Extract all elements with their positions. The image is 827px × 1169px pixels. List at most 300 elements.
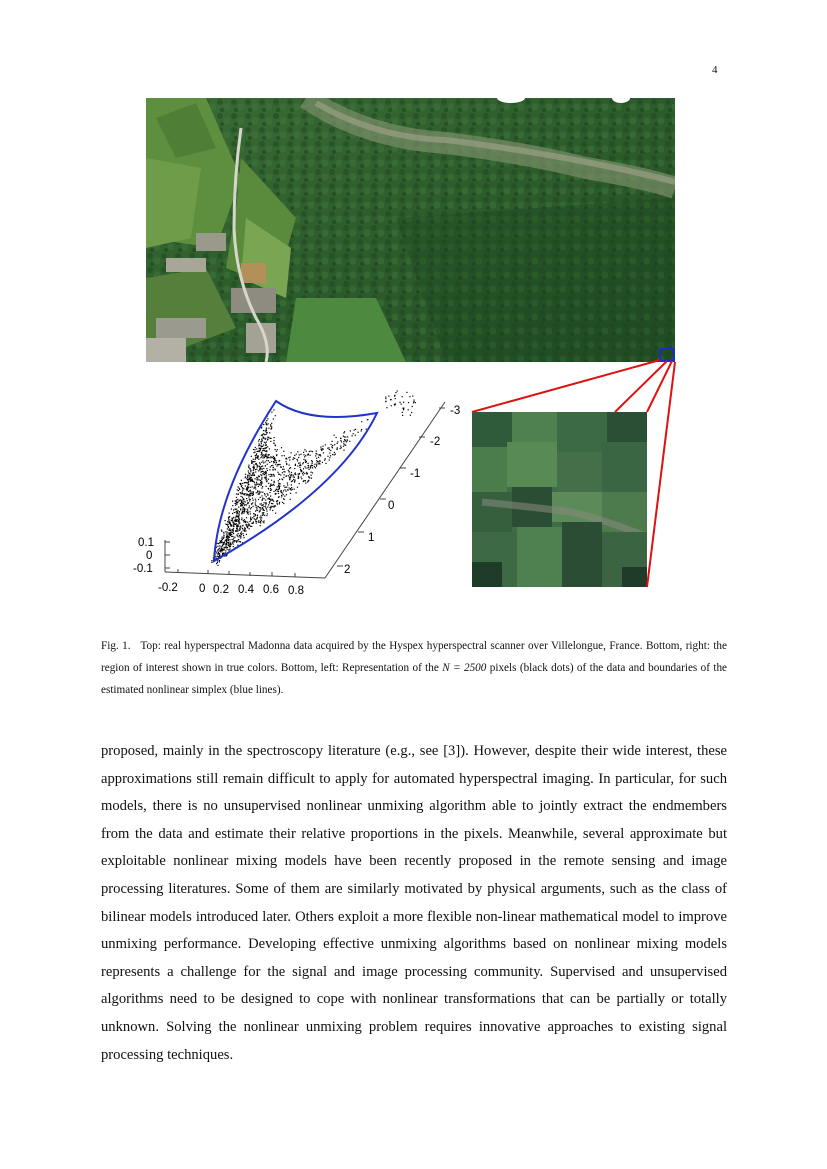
data-point: [244, 501, 245, 502]
data-point: [241, 513, 242, 514]
data-point: [219, 560, 220, 561]
data-point: [289, 487, 290, 488]
data-point: [256, 507, 257, 508]
data-point: [408, 409, 409, 410]
data-point: [281, 447, 282, 448]
data-point: [254, 518, 255, 519]
data-point: [266, 423, 267, 424]
data-point: [266, 509, 267, 510]
data-point: [268, 454, 269, 455]
data-point: [248, 525, 249, 526]
data-point: [315, 455, 316, 456]
data-point: [238, 507, 239, 508]
data-point: [266, 429, 267, 430]
data-point: [391, 399, 392, 400]
data-point: [251, 477, 252, 478]
data-point: [241, 480, 242, 481]
data-point: [297, 451, 298, 452]
data-point: [231, 508, 232, 509]
data-point: [301, 471, 302, 472]
data-point: [227, 528, 228, 529]
data-point: [237, 489, 238, 490]
data-point: [217, 550, 218, 551]
data-point: [217, 565, 218, 566]
data-point: [256, 523, 257, 524]
data-point: [268, 423, 269, 424]
data-point: [395, 403, 396, 404]
bottom-tick-4: 0.6: [263, 584, 279, 596]
data-point: [306, 451, 307, 452]
data-point: [262, 455, 263, 456]
data-point: [222, 545, 223, 546]
data-point: [260, 515, 261, 516]
data-point: [275, 490, 276, 491]
data-point: [343, 432, 344, 433]
data-point: [242, 490, 243, 491]
data-point: [288, 470, 289, 471]
data-point: [277, 449, 278, 450]
data-point: [334, 454, 335, 455]
data-point: [274, 505, 275, 506]
data-point: [243, 488, 244, 489]
data-point: [305, 460, 306, 461]
data-point: [385, 398, 386, 399]
data-point: [233, 546, 234, 547]
data-point: [312, 467, 313, 468]
aerial-hyperspectral-image: [146, 98, 675, 362]
data-point: [258, 520, 259, 521]
data-point: [263, 504, 264, 505]
data-point: [300, 465, 301, 466]
data-point: [241, 505, 242, 506]
data-point: [307, 481, 308, 482]
data-point: [232, 539, 233, 540]
data-point: [305, 480, 306, 481]
data-point: [238, 536, 239, 537]
data-point: [252, 502, 253, 503]
data-point: [262, 450, 263, 451]
data-point: [279, 479, 280, 480]
data-point: [272, 465, 273, 466]
data-point: [325, 458, 326, 459]
data-point: [250, 471, 251, 472]
data-point: [332, 441, 333, 442]
data-point: [303, 462, 304, 463]
scatter-plot-3d: [130, 380, 470, 605]
data-point: [257, 458, 258, 459]
data-point: [250, 470, 251, 471]
data-point: [343, 446, 344, 447]
data-point: [255, 452, 256, 453]
data-point: [343, 450, 344, 451]
data-point: [249, 478, 250, 479]
data-point: [403, 402, 404, 403]
data-point: [329, 457, 330, 458]
data-point: [295, 464, 296, 465]
data-point: [250, 526, 251, 527]
data-point: [274, 481, 275, 482]
data-point: [258, 450, 259, 451]
data-point: [235, 509, 236, 510]
data-point: [267, 439, 268, 440]
data-point: [233, 509, 234, 510]
data-point: [298, 477, 299, 478]
data-point: [283, 451, 284, 452]
data-point: [217, 556, 218, 557]
data-point: [284, 487, 285, 488]
data-point: [228, 520, 229, 521]
data-point: [310, 455, 311, 456]
data-point: [263, 448, 264, 449]
bottom-tick-0: -0.2: [158, 582, 178, 594]
data-point: [261, 479, 262, 480]
data-point: [244, 505, 245, 506]
body-text: [101, 738, 727, 1069]
data-point: [250, 513, 251, 514]
data-point: [270, 506, 271, 507]
data-point: [242, 533, 243, 534]
data-point: [259, 511, 260, 512]
data-point: [245, 524, 246, 525]
data-point: [246, 498, 247, 499]
data-point: [258, 459, 259, 460]
data-point: [255, 469, 256, 470]
data-point: [251, 493, 252, 494]
data-point: [250, 517, 251, 518]
left-tick-0: 0.1: [138, 537, 154, 549]
data-point: [349, 441, 350, 442]
data-point: [231, 525, 232, 526]
data-point: [260, 504, 261, 505]
data-point: [312, 465, 313, 466]
data-point: [257, 467, 258, 468]
data-point: [243, 520, 244, 521]
data-point: [221, 530, 222, 531]
data-point: [242, 497, 243, 498]
data-point: [244, 531, 245, 532]
data-point: [324, 460, 325, 461]
data-point: [217, 560, 218, 561]
data-point: [242, 491, 243, 492]
data-point: [272, 503, 273, 504]
data-point: [247, 510, 248, 511]
bottom-tick-5: 0.8: [288, 585, 304, 597]
data-point: [294, 473, 295, 474]
data-point: [278, 488, 279, 489]
data-point: [283, 494, 284, 495]
data-point: [388, 396, 389, 397]
data-point: [258, 486, 259, 487]
data-point: [265, 461, 266, 462]
data-point: [358, 432, 359, 433]
data-point: [269, 498, 270, 499]
data-point: [279, 483, 280, 484]
data-point: [252, 481, 253, 482]
data-point: [283, 466, 284, 467]
data-point: [216, 563, 217, 564]
data-point: [334, 444, 335, 445]
data-point: [272, 510, 273, 511]
data-point: [340, 440, 341, 441]
data-point: [257, 451, 258, 452]
data-point: [257, 478, 258, 479]
data-point: [239, 511, 240, 512]
data-point: [278, 493, 279, 494]
data-point: [261, 456, 262, 457]
data-point: [245, 504, 246, 505]
data-point: [312, 461, 313, 462]
data-point: [283, 469, 284, 470]
data-point: [240, 537, 241, 538]
data-point: [330, 455, 331, 456]
depth-tick-3: 0: [388, 500, 395, 512]
data-point: [228, 532, 229, 533]
data-point: [241, 493, 242, 494]
data-point: [251, 504, 252, 505]
data-point: [293, 476, 294, 477]
data-point: [262, 466, 263, 467]
data-point: [325, 444, 326, 445]
data-point: [229, 539, 230, 540]
data-point: [265, 507, 266, 508]
data-point: [262, 508, 263, 509]
data-point: [263, 433, 264, 434]
data-point: [211, 562, 212, 563]
data-point: [244, 510, 245, 511]
data-point: [275, 464, 276, 465]
data-point: [242, 525, 243, 526]
data-point: [230, 543, 231, 544]
data-point: [258, 479, 259, 480]
data-point: [264, 520, 265, 521]
data-point: [235, 517, 236, 518]
data-point: [353, 433, 354, 434]
data-point: [228, 519, 229, 520]
data-point: [237, 519, 238, 520]
data-point: [263, 430, 264, 431]
data-point: [331, 446, 332, 447]
data-point: [248, 465, 249, 466]
data-point: [264, 502, 265, 503]
data-point: [263, 424, 264, 425]
data-point: [281, 478, 282, 479]
data-point: [219, 555, 220, 556]
data-point: [239, 489, 240, 490]
data-point: [312, 463, 313, 464]
data-point: [252, 461, 253, 462]
data-point: [261, 446, 262, 447]
depth-tick-2: -1: [410, 468, 421, 480]
data-point: [231, 534, 232, 535]
data-point: [264, 448, 265, 449]
caption-text-2: pixels (black dots) of the data and boundaries of the estimated nonlinear simplex (blue lines).: [101, 662, 728, 696]
data-point: [260, 464, 261, 465]
data-point: [340, 438, 341, 439]
data-point: [253, 459, 254, 460]
data-point: [241, 496, 242, 497]
data-point: [355, 429, 356, 430]
data-point: [301, 470, 302, 471]
data-point: [254, 482, 255, 483]
data-point: [236, 503, 237, 504]
data-point: [260, 480, 261, 481]
data-point: [270, 426, 271, 427]
data-point: [266, 431, 267, 432]
data-point: [316, 464, 317, 465]
data-point: [268, 504, 269, 505]
data-point: [234, 537, 235, 538]
data-point: [241, 485, 242, 486]
data-point: [303, 452, 304, 453]
data-point: [257, 484, 258, 485]
data-point: [282, 493, 283, 494]
data-point: [225, 543, 226, 544]
data-point: [275, 415, 276, 416]
data-point: [248, 479, 249, 480]
data-point: [261, 520, 262, 521]
data-point: [221, 531, 222, 532]
data-point: [294, 455, 295, 456]
data-point: [261, 505, 262, 506]
data-point: [266, 468, 267, 469]
data-point: [278, 497, 279, 498]
data-point: [244, 511, 245, 512]
data-point: [232, 501, 233, 502]
data-point: [266, 511, 267, 512]
data-point: [289, 479, 290, 480]
data-point: [238, 486, 239, 487]
data-point: [223, 532, 224, 533]
data-point: [354, 430, 355, 431]
data-point: [251, 456, 252, 457]
data-point: [291, 484, 292, 485]
data-point: [251, 523, 252, 524]
data-point: [245, 501, 246, 502]
data-point: [255, 447, 256, 448]
left-tick-2: -0.1: [133, 563, 153, 575]
data-point: [240, 535, 241, 536]
data-point: [242, 493, 243, 494]
data-point: [240, 505, 241, 506]
data-point: [340, 446, 341, 447]
data-point: [245, 482, 246, 483]
data-point: [226, 542, 227, 543]
data-point: [266, 475, 267, 476]
data-point: [232, 513, 233, 514]
data-point: [304, 473, 305, 474]
data-point: [271, 461, 272, 462]
data-point: [271, 412, 272, 413]
data-point: [233, 533, 234, 534]
data-point: [414, 400, 415, 401]
data-point: [278, 485, 279, 486]
data-point: [276, 462, 277, 463]
data-point: [268, 428, 269, 429]
data-point: [290, 489, 291, 490]
data-point: [252, 493, 253, 494]
data-point: [312, 472, 313, 473]
depth-tick-1: -2: [430, 436, 441, 448]
data-point: [238, 517, 239, 518]
data-point: [316, 458, 317, 459]
data-point: [409, 396, 410, 397]
data-point: [231, 524, 232, 525]
data-point: [261, 441, 262, 442]
data-point: [279, 487, 280, 488]
data-point: [266, 456, 267, 457]
data-point: [282, 469, 283, 470]
data-point: [250, 495, 251, 496]
data-point: [245, 485, 246, 486]
data-point: [257, 456, 258, 457]
data-point: [239, 528, 240, 529]
data-point: [260, 510, 261, 511]
data-point: [246, 495, 247, 496]
data-point: [315, 467, 316, 468]
data-point: [318, 457, 319, 458]
data-point: [285, 491, 286, 492]
data-point: [247, 500, 248, 501]
data-point: [255, 521, 256, 522]
data-point: [264, 442, 265, 443]
data-point: [345, 436, 346, 437]
data-point: [273, 491, 274, 492]
data-point: [219, 561, 220, 562]
data-point: [347, 436, 348, 437]
data-point: [236, 511, 237, 512]
data-point: [263, 522, 264, 523]
data-point: [330, 450, 331, 451]
data-point: [311, 472, 312, 473]
data-point: [224, 553, 225, 554]
data-point: [219, 548, 220, 549]
data-point: [267, 506, 268, 507]
data-point: [228, 549, 229, 550]
data-point: [261, 495, 262, 496]
data-point: [245, 477, 246, 478]
data-point: [319, 463, 320, 464]
data-point: [270, 476, 271, 477]
data-point: [253, 470, 254, 471]
caption-text-1: Top: real hyperspectral Madonna data acquired by the Hyspex hyperspectral scanner over Villelongue, France. Bottom, right: the region of interest shown in true colors. Bottom, left: Representation of the: [101, 640, 727, 674]
data-point: [322, 446, 323, 447]
data-point: [248, 466, 249, 467]
data-point: [308, 476, 309, 477]
data-point: [242, 487, 243, 488]
data-point: [255, 478, 256, 479]
data-point: [283, 471, 284, 472]
data-point: [227, 524, 228, 525]
data-point: [255, 515, 256, 516]
data-point: [263, 498, 264, 499]
data-point: [253, 466, 254, 467]
data-point: [229, 549, 230, 550]
data-point: [268, 483, 269, 484]
data-point: [270, 441, 271, 442]
data-point: [263, 512, 264, 513]
data-point: [247, 494, 248, 495]
data-point: [262, 469, 263, 470]
data-point: [281, 467, 282, 468]
data-point: [259, 443, 260, 444]
data-point: [271, 423, 272, 424]
data-point: [250, 508, 251, 509]
data-point: [262, 512, 263, 513]
data-point: [257, 506, 258, 507]
data-point: [243, 503, 244, 504]
data-point: [322, 448, 323, 449]
data-point: [236, 493, 237, 494]
